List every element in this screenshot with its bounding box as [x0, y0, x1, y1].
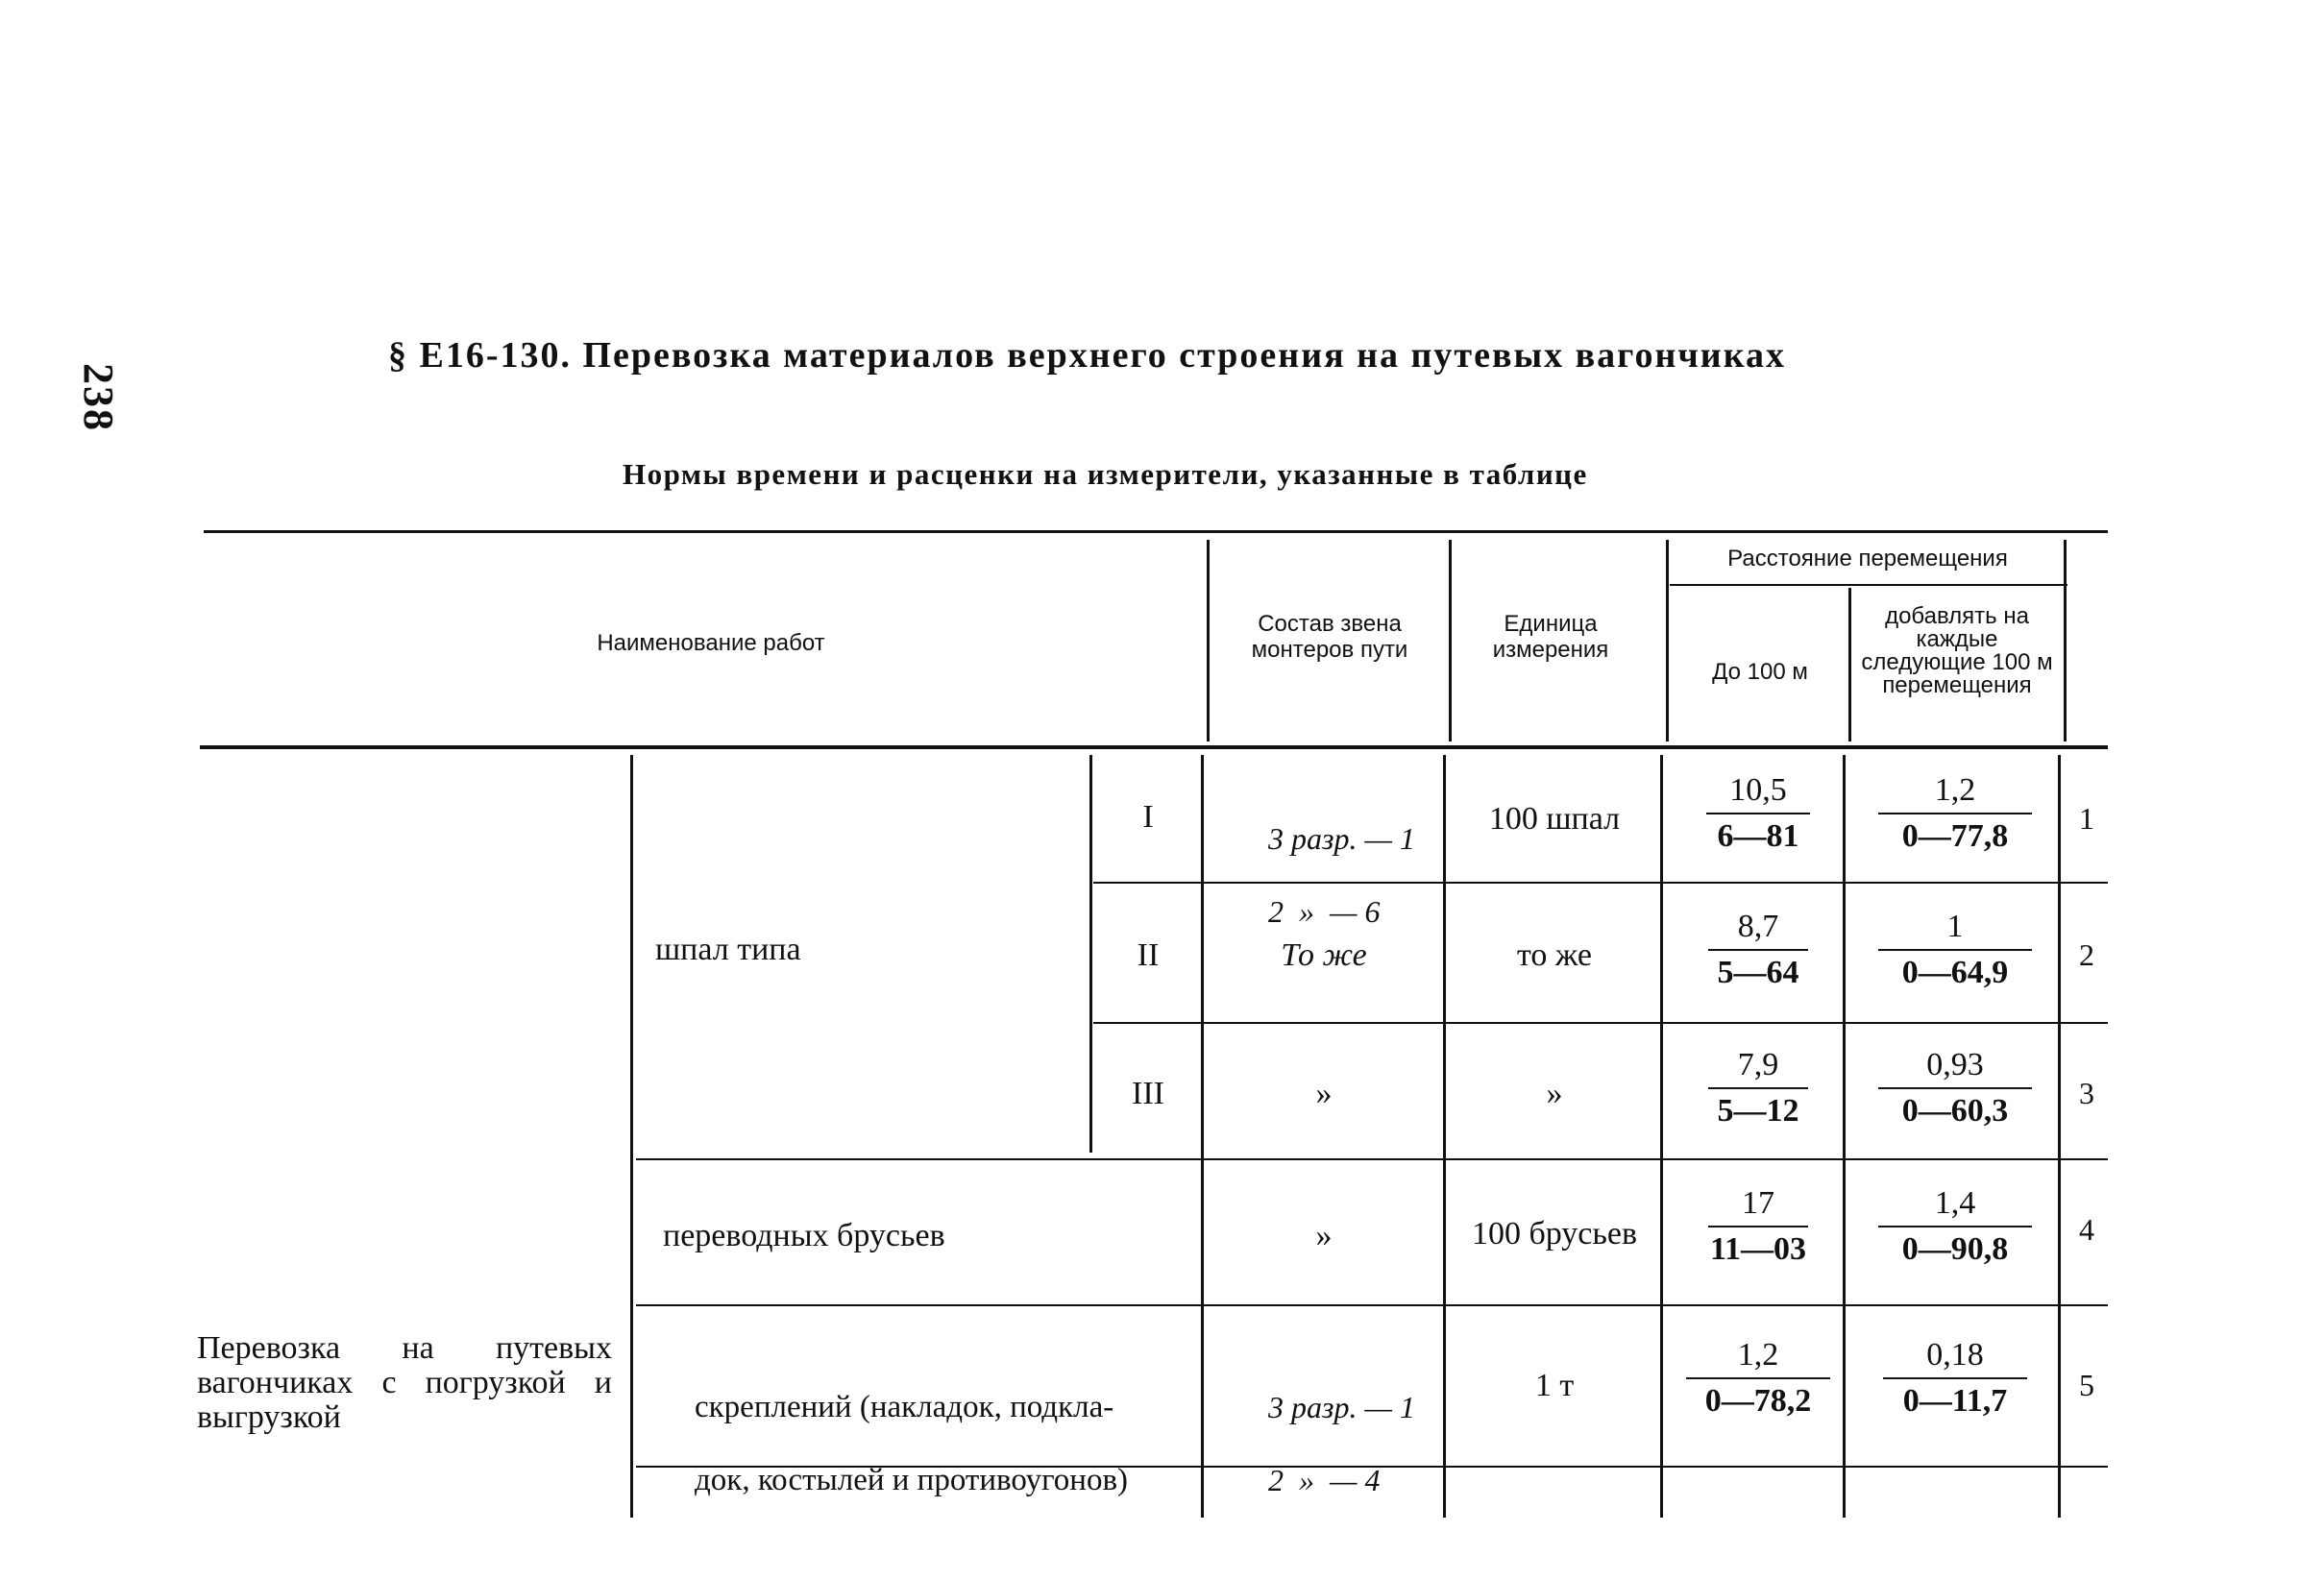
row-line-2: [1093, 1022, 2108, 1024]
norm-value: 10,5: [1729, 772, 1787, 808]
row-unit: 100 брусьев: [1471, 1216, 1638, 1252]
row-crew: »: [1315, 1076, 1333, 1111]
body-divider-group: [630, 755, 633, 1518]
row-unit: то же: [1516, 937, 1593, 973]
price-value: 0—11,7: [1902, 1383, 2008, 1419]
row-upto100: [1691, 772, 1825, 855]
row-number: 3: [2079, 1076, 2094, 1110]
norm-value: 1,4: [1934, 1185, 1976, 1221]
row-crew: То же: [1281, 937, 1367, 973]
price-value: 0—64,9: [1901, 955, 2009, 990]
crew-line: 2 » — 6: [1268, 894, 1381, 929]
table-subtitle: Нормы времени и расценки на измерители, указанные в таблице: [623, 457, 1588, 491]
row-line-3: [636, 1158, 2108, 1160]
row-unit: 1 т: [1534, 1368, 1575, 1403]
sleepers-label: шпал типа: [655, 932, 801, 967]
row-each-next: [1873, 1185, 2037, 1268]
row-crew: »: [1315, 1218, 1333, 1253]
crew-line: 3 разр. — 1: [1268, 821, 1415, 856]
header-each-next: добавлять на каждые следующие 100 м перемещения: [1861, 603, 2053, 698]
page-number: 238: [75, 363, 122, 432]
work-name-line: док, костылей и противоугонов): [695, 1463, 1129, 1497]
header-unit: Единица измерения: [1492, 611, 1609, 663]
header-divider-unit: [1449, 540, 1452, 741]
norm-value: 7,9: [1737, 1047, 1779, 1082]
header-divider-distance: [1666, 540, 1669, 741]
norm-value: 1: [1946, 909, 1964, 944]
header-divider-num: [2064, 540, 2067, 741]
norm-value: 0,93: [1926, 1047, 1984, 1082]
row-number: 1: [2079, 801, 2094, 836]
body-divider-crew: [1201, 755, 1204, 1518]
price-value: 6—81: [1717, 818, 1799, 854]
row-type: I: [1142, 799, 1154, 835]
header-work-name: Наименование работ: [597, 630, 825, 656]
row-upto100: [1691, 1185, 1825, 1268]
body-divider-num: [2058, 755, 2061, 1518]
crew-line: 2 » — 4: [1268, 1463, 1381, 1497]
norm-value: 1,2: [1934, 772, 1976, 808]
price-value: 0—90,8: [1901, 1231, 2009, 1267]
row-unit: »: [1546, 1076, 1563, 1111]
crew-line: 3 разр. — 1: [1268, 1390, 1415, 1424]
row-upto100: [1691, 909, 1825, 991]
body-divider-add: [1843, 755, 1846, 1518]
price-value: 5—12: [1717, 1093, 1799, 1129]
norm-value: 8,7: [1737, 909, 1779, 944]
row-upto100: [1679, 1337, 1837, 1420]
header-bottom-border: [200, 745, 2108, 749]
row-type: III: [1132, 1076, 1164, 1111]
header-upto100: До 100 м: [1712, 659, 1808, 685]
header-divider-crew: [1207, 540, 1210, 741]
row-upto100: [1691, 1047, 1825, 1130]
row-each-next: [1873, 909, 2037, 991]
row-work-name: переводных брусьев: [663, 1218, 945, 1253]
row-number: 4: [2079, 1212, 2094, 1247]
row-work-name: [663, 1352, 1128, 1535]
price-value: 0—77,8: [1901, 818, 2009, 854]
row-each-next: [1873, 1337, 2037, 1420]
price-value: 5—64: [1717, 955, 1799, 990]
header-crew: Состав звена монтеров пути: [1251, 611, 1408, 663]
norm-value: 17: [1742, 1185, 1774, 1221]
row-line-4: [636, 1304, 2108, 1306]
header-divider-each: [1848, 588, 1851, 741]
work-name-line: скреплений (накладок, подкла-: [695, 1390, 1114, 1424]
price-value: 0—60,3: [1901, 1093, 2009, 1129]
row-unit: 100 шпал: [1488, 801, 1621, 837]
body-divider-type: [1089, 755, 1092, 1153]
row-number: 2: [2079, 937, 2094, 972]
distance-subheader-line: [1670, 584, 2067, 586]
header-distance: Расстояние перемещения: [1727, 546, 2008, 571]
norm-value: 0,18: [1926, 1337, 1984, 1373]
row-number: 5: [2079, 1368, 2094, 1402]
group-label: Перевозка на путевых вагончиках с погрузкой и выгрузкой: [197, 1330, 612, 1435]
row-crew: [1237, 1352, 1415, 1535]
price-value: 0—78,2: [1704, 1383, 1812, 1419]
norm-value: 1,2: [1737, 1337, 1779, 1373]
row-each-next: [1873, 1047, 2037, 1130]
body-divider-unit: [1443, 755, 1446, 1518]
price-value: 11—03: [1709, 1231, 1807, 1267]
row-each-next: [1873, 772, 2037, 855]
section-title: § Е16-130. Перевозка материалов верхнего строения на путевых вагончиках: [388, 335, 1787, 376]
row-type: II: [1137, 937, 1160, 973]
table-top-border: [204, 530, 2108, 533]
